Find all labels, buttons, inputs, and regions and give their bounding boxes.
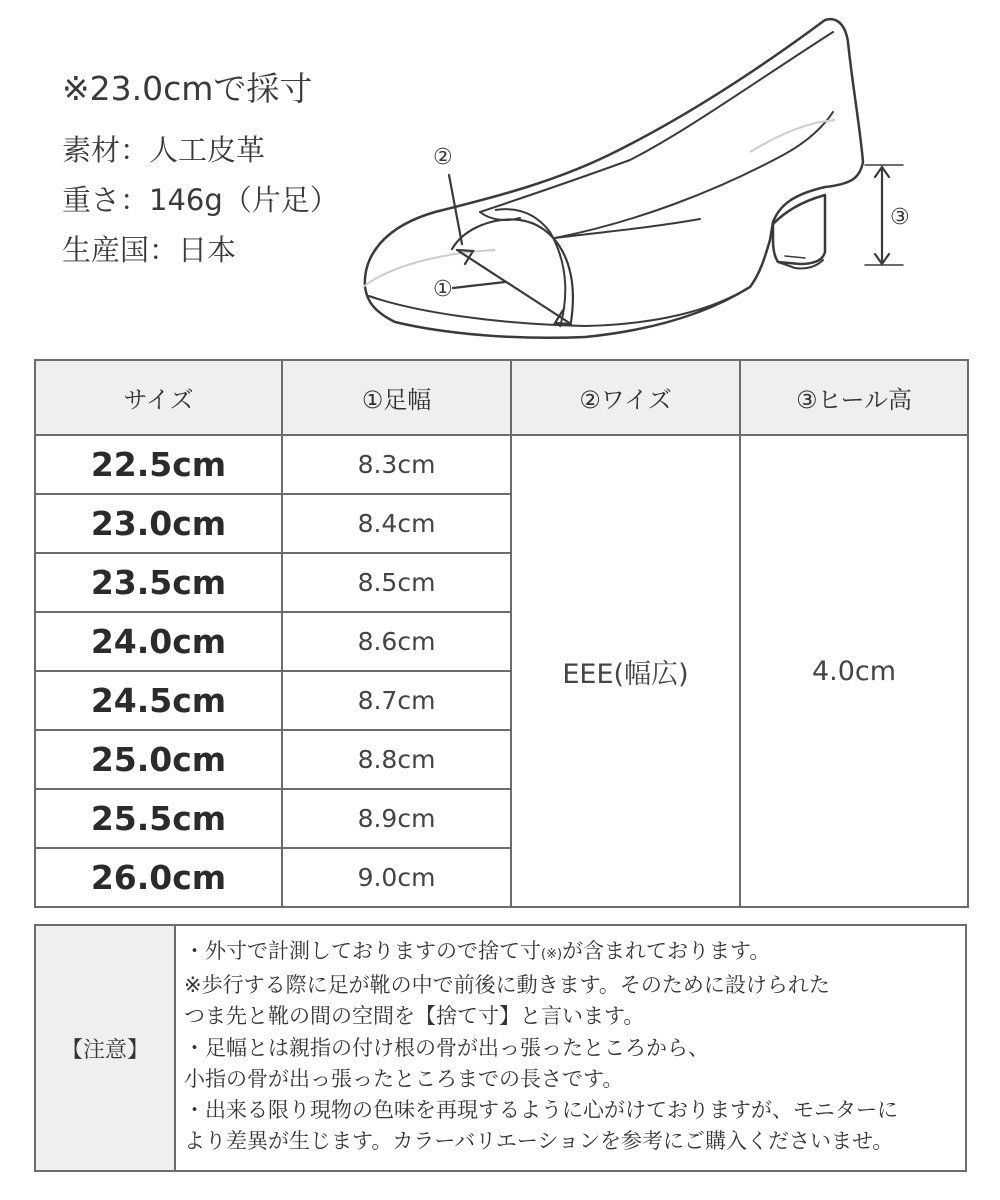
foot-width-cell: 8.8cm [282,730,511,789]
sole-line [369,288,748,326]
weight-spec: 重さ：146g（片足） [62,183,339,217]
note-line [184,936,965,970]
measure-note: ※23.0cmで採寸 [62,69,313,108]
foot-width-cell: 8.6cm [282,612,511,671]
header-heel-height: ③ヒール高 [740,360,968,435]
size-cell: 23.0cm [35,494,282,553]
label-1: ① [433,277,453,302]
foot-width-cell: 8.3cm [282,435,511,494]
measure-arrow-1 [457,250,571,324]
notes-heading: 【注意】 [36,926,176,1170]
foot-width-cell: 8.4cm [282,494,511,553]
table-row [35,435,968,494]
size-cell: 22.5cm [35,435,282,494]
header-size: サイズ [35,360,282,435]
foot-width-cell: 9.0cm [282,848,511,907]
origin-spec: 生産国：日本 [62,233,237,267]
size-cell: 23.5cm [35,553,282,612]
heel [773,195,825,264]
size-cell: 25.5cm [35,789,282,848]
note-line: つま先と靴の間の空間を【捨て寸】と言います。 [184,1004,645,1029]
note-text: が含まれております。 [562,939,771,963]
size-cell: 25.0cm [35,730,282,789]
note-line: 小指の骨が出っ張ったところまでの長さです。 [184,1066,624,1091]
heel-height-cell: 4.0cm [740,435,968,907]
header-wise: ②ワイズ [511,360,740,435]
measure-arrow-2 [452,219,573,322]
note-line: ・足幅とは親指の付け根の骨が出っ張ったところから、 [184,1035,709,1060]
note-line: ※歩行する際に足が靴の中で前後に動きます。そのために設けられた [184,973,830,998]
label-2: ② [433,145,453,170]
size-cell: 24.5cm [35,671,282,730]
notes-body [176,926,965,1170]
wise-cell: EEE(幅広) [511,435,740,907]
label-3: ③ [890,205,910,230]
material-spec: 素材：人工皮革 [62,133,266,167]
size-cell: 26.0cm [35,848,282,907]
size-cell: 24.0cm [35,612,282,671]
notes-box [34,924,967,1172]
note-line: より差異が生じます。カラーバリエーションを参考にご購入くださいませ。 [184,1129,894,1154]
note-mark: (※) [541,947,563,962]
foot-width-cell: 8.5cm [282,553,511,612]
note-line: ・出来る限り現物の色味を再現するように心がけておりますが、モニターに [184,1098,898,1123]
note-text: ・外寸で計測しておりますので捨て寸 [184,939,541,963]
shoe-diagram [355,12,935,352]
foot-width-cell: 8.9cm [282,789,511,848]
header-foot-width: ①足幅 [282,360,511,435]
size-table [34,359,969,908]
foot-width-cell: 8.7cm [282,671,511,730]
